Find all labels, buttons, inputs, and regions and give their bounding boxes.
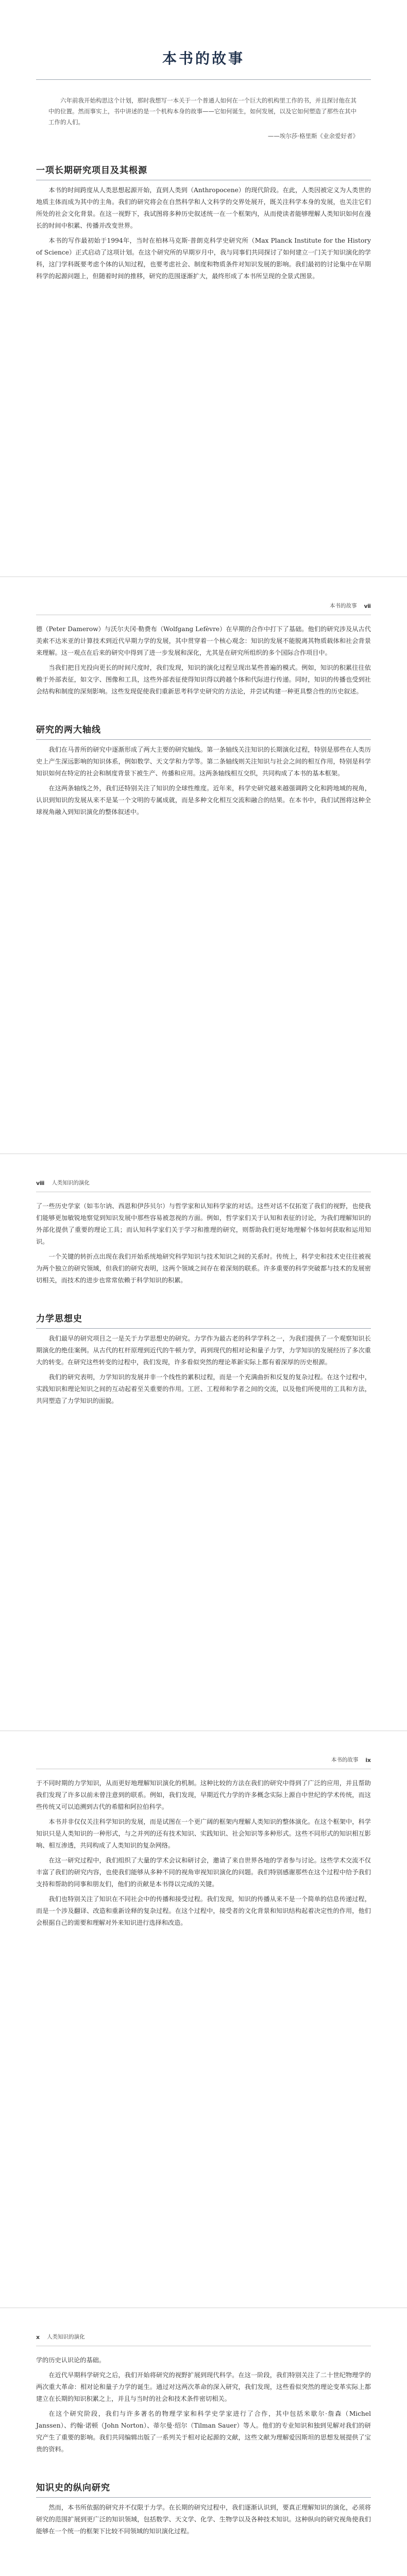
paragraph: 于不同时期的力学知识，从而更好地理解知识演化的机制。这种比较的方法在我们的研究中得到了广泛的应用，并且帮助我们发现了许多以前未曾注意到的联系。例如，我们发现，早期近代力学的许多概念实际上源自中世纪的学术传统，而这些传统又可以追溯到古代的希腊和阿拉伯科学。 <box>36 1780 371 1810</box>
page-number: ⅸ <box>365 1757 371 1764</box>
section-title: 研究的两大轴线 <box>36 722 371 740</box>
page-5 <box>0 2308 407 2576</box>
paragraph: 在近代早期科学研究之后，我们开始将研究的视野扩展到现代科学。在这一阶段，我们特别关注了二十世纪物理学的两次重大革命：相对论和量子力学的诞生。通过对这两次革命的深入研究，我们发现，这些看似突然的理论变革实际上都建立在长期的知识积累之上，并且与当时的社会和技术条件密切相关。 <box>36 2371 371 2402</box>
epigraph-signature: ——埃尔莎·格里斯《业余爱好者》 <box>267 132 359 140</box>
page-1 <box>0 0 407 577</box>
running-header <box>36 1731 371 1769</box>
running-header <box>36 2308 371 2346</box>
page-4 <box>0 1731 407 2308</box>
paragraph: 学的历史认识论的基础。 <box>36 2357 106 2364</box>
running-header <box>36 577 371 615</box>
running-head-title: 本书的故事 <box>330 603 357 609</box>
paragraph: 然而，本书所依据的研究并不仅限于力学。在长期的研究过程中，我们逐渐认识到，要真正理解知识的演化，必须将研究的范围扩展到更广泛的知识领域，包括数学、天文学、化学、生物学以及各种技术知识。这种纵向的研究视角使我们能够在一个统一的框架下比较不同领域的知识演化过程。 <box>36 2504 371 2535</box>
paragraph: 德（Peter Damerow）与沃尔夫冈·勒费布（Wolfgang Lefèvre）在早期的合作中打下了基础。他们的研究涉及从古代美索不达米亚的计算技术到近代早期力学的发展，其中贯穿着一个核心观念：知识的发展不能脱离其物质载体和社会背景来理解。这一观点在后来的研究中得到了进一步发展和深化，尤其是在研究所组织的多个国际合作项目中。 <box>36 625 371 656</box>
page-number: ⅹ <box>36 2334 40 2341</box>
running-head-title: 人类知识的演化 <box>47 2334 85 2340</box>
running-header <box>36 1154 371 1192</box>
section-title: 知识史的纵向研究 <box>36 2480 371 2498</box>
paragraph: 一个关键的转折点出现在我们开始系统地研究科学知识与技术知识之间的关系时。传统上，科学史和技术史往往被视为两个独立的研究领域，但我们的研究表明，这两个领域之间存在着深刻的联系。许多重要的科学突破都与技术的发展密切相关，而技术的进步也常常依赖于科学知识的积累。 <box>36 1253 371 1284</box>
section-title: 一项长期研究项目及其根源 <box>36 163 371 180</box>
paragraph: 我们在马普所的研究中逐渐形成了两大主要的研究轴线。第一条轴线关注知识的长期演化过程，特别是那些在人类历史上产生深远影响的知识体系，例如数学、天文学和力学等。第二条轴线则关注知识与社会之间的相互作用，特别是科学知识如何在特定的社会和制度背景下被生产、传播和应用。这两条轴线相互交织，共同构成了本书的基本框架。 <box>36 746 371 777</box>
paragraph: 本书的时间跨度从人类思想起源开始，直到人类到（Anthropocene）的现代阶段。在此，人类因被定义为人类世的地质主体而成为其中的主角。我们的研究将会在自然科学和人文科学的交界处展开，既关注科学本身的发展，也关注它们所处的社会文化背景。在这一视野下，我试图将多种历史叙述统一在一个框架内，从而使读者能够理解人类知识如何在漫长的时间中积累、传播并改变世界。 <box>36 187 371 229</box>
running-head-title: 本书的故事 <box>331 1757 359 1763</box>
page-2 <box>0 577 407 1154</box>
paragraph: 在这一研究过程中，我们组织了大量的学术会议和研讨会，邀请了来自世界各地的学者参与讨论。这些学术交流不仅丰富了我们的研究内容，也使我们能够从多种不同的视角审视知识演化的问题。我们特别感谢那些在这个过程中给予我们支持和帮助的同事和朋友们，他们的贡献是本书得以完成的关键。 <box>36 1857 371 1888</box>
page-3 <box>0 1154 407 1731</box>
running-head-title: 人类知识的演化 <box>52 1180 90 1186</box>
page-number: ⅶ <box>364 603 371 609</box>
paragraph: 本书的写作最初始于1994年，当时在柏林马克斯·普朗克科学史研究所（Max Planck Institute for the History of Science）正式启动了这项计划。在这个研究所的早期岁月中，我与同事们共同探讨了如何建立一门关于知识演化的学科，这门学科既要考虑个体的认知过程，也要考虑社会、制度和物质条件对知识发展的影响。我们最初的讨论集中在早期科学的起源问题上，但随着时间的推移，研究的范围逐渐扩大，最终形成了本书所呈现的全景式图景。 <box>36 237 371 280</box>
paragraph: 我们也特别关注了知识在不同社会中的传播和接受过程。我们发现，知识的传播从来不是一个简单的信息传递过程，而是一个涉及翻译、改造和重新诠释的复杂过程。在这个过程中，接受者的文化背景和知识结构起着决定性的作用，他们会根据自己的需要和理解对外来知识进行选择和改造。 <box>36 1895 371 1926</box>
paragraph: 了一些历史学家（如韦尔讷、西恩和伊莎贝尔）与哲学家和认知科学家的对话。这些对话不仅拓宽了我们的视野，也使我们能够更加敏锐地察觉到知识发展中那些容易被忽视的方面。例如，哲学家们关于认知和表征的讨论，为我们理解知识的外部化提供了重要的理论工具；而认知科学家们关于学习和推理的研究，则帮助我们更好地理解个体如何获取和运用知识。 <box>36 1202 371 1245</box>
paragraph: 当我们把目光投向更长的时间尺度时，我们发现，知识的演化过程呈现出某些普遍的模式。例如，知识的积累往往依赖于外部表征，如文字、图像和工具，这些外部表征使得知识得以跨越个体和代际进行传递。同时，知识的传播也受到社会结构和制度的深刻影响。这些发现促使我们重新思考科学史研究的方法论，并尝试构建一种更具整合性的历史叙述。 <box>36 664 371 695</box>
paragraph: 在这个研究阶段，我们与许多著名的物理学家和科学史学家进行了合作，其中包括米歇尔·詹森（Michel Janssen）、约翰·诺顿（John Norton）、蒂尔曼·绍尔（Tilman Sauer）等人。他们的专业知识和独到见解对我们的研究产生了重要的影响。我们共同编辑出版了一系列关于相对论起源的文献，这些文献为理解爱因斯坦的思想发展提供了宝贵的资料。 <box>36 2410 371 2453</box>
paragraph: 本书并非仅仅关注科学知识的发展，而是试图在一个更广阔的框架内理解人类知识的整体演化。在这个框架中，科学知识只是人类知识的一种形式，与之并列的还有技术知识、实践知识、社会知识等多种形式。这些不同形式的知识相互影响、相互渗透，共同构成了人类知识的复杂网络。 <box>36 1818 371 1849</box>
paragraph: 我们最早的研究项目之一是关于力学思想史的研究。力学作为最古老的科学学科之一，为我们提供了一个观察知识长期演化的绝佳案例。从古代的杠杆原理到近代的牛顿力学，再到现代的相对论和量子力学，力学知识的发展经历了多次重大的转变。在研究这些转变的过程中，我们发现，许多看似突然的理论革新实际上都有着深厚的历史根源。 <box>36 1335 371 1366</box>
title-divider <box>36 79 371 80</box>
epigraph-text: 六年前我开始构思这个计划，那时我想写一本关于一个普通人如何在一个巨大的机构里工作的书，并且探讨他在其中的位置。然而事实上，书中讲述的是一个机构本身的故事——它如何诞生，如何发展，以及它如何塑造了那些在其中工作的人们。 <box>48 97 357 126</box>
paragraph: 在这两条轴线之外，我们还特别关注了知识的全球性维度。近年来，科学史研究越来越强调跨文化和跨地域的视角，认识到知识的发展从来不是某一个文明的专属成就，而是多种文化相互交流和融合的结果。在本书中，我们试图将这种全球视角融入到知识演化的整体叙述中。 <box>36 785 371 816</box>
page-number: ⅷ <box>36 1180 45 1187</box>
paragraph: 我们的研究表明，力学知识的发展并非一个线性的累积过程，而是一个充满曲折和反复的复杂过程。在这个过程中，实践知识和理论知识之间的互动起着至关重要的作用。工匠、工程师和学者之间的交流，以及他们所使用的工具和方法，共同塑造了力学知识的面貌。 <box>36 1374 371 1404</box>
book-title: 本书的故事 <box>162 50 245 67</box>
section-title: 力学思想史 <box>36 1311 371 1329</box>
